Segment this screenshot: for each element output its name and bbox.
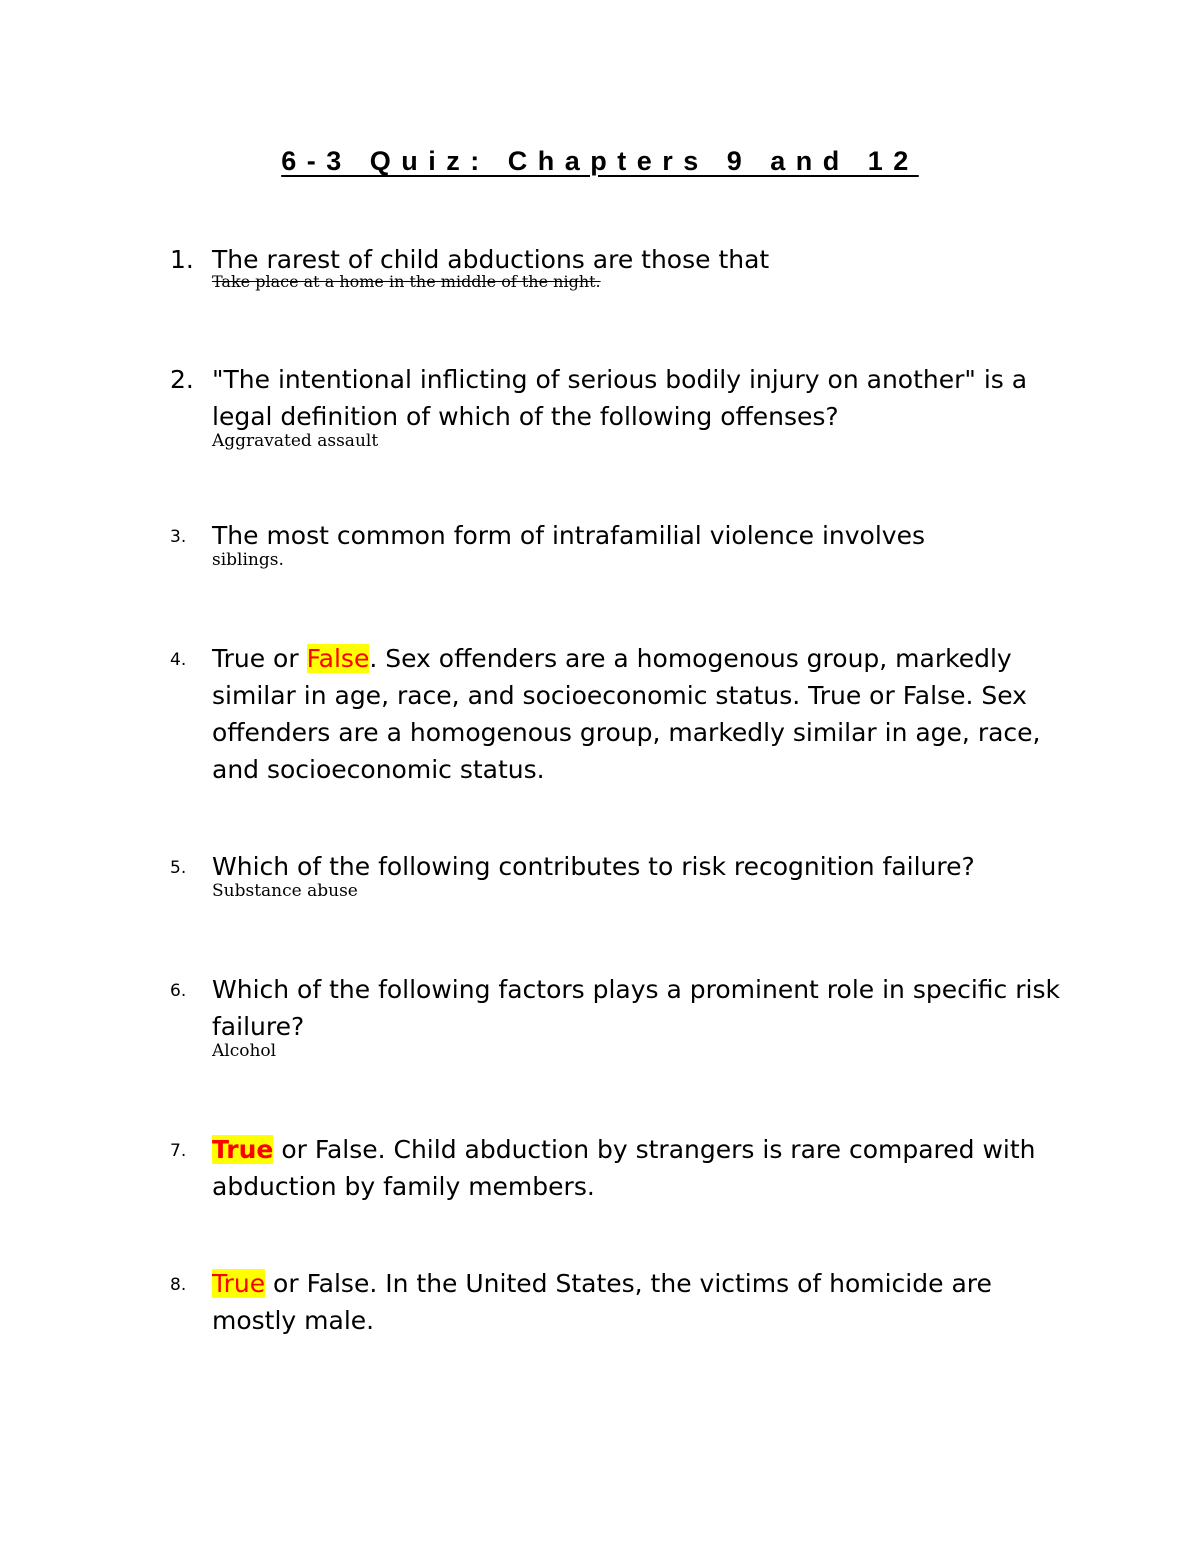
question-number: 4. <box>170 650 187 670</box>
question-4 <box>170 640 1070 788</box>
question-1 <box>170 241 1070 292</box>
question-answer: Aggravated assault <box>212 431 379 451</box>
question-3 <box>170 517 1070 571</box>
question-text-suffix: or False. Child abduction by strangers is rare compared with abduction by family members. <box>212 1135 1036 1201</box>
question-text-suffix: or False. In the United States, the victims of homicide are mostly male. <box>212 1269 992 1335</box>
question-text: "The intentional inflicting of serious bodily injury on another" is a legal definition of which of the following offenses? <box>212 365 1028 431</box>
question-answer: Alcohol <box>212 1041 277 1061</box>
question-number: 5. <box>170 858 187 878</box>
question-number: 6. <box>170 981 187 1001</box>
question-number: 7. <box>170 1141 187 1161</box>
question-text <box>212 640 1070 788</box>
question-text-prefix: True or <box>212 644 307 673</box>
question-8 <box>170 1265 1070 1339</box>
question-answer: Take place at a home in the middle of the night. <box>212 272 601 291</box>
question-text: Which of the following factors plays a prominent role in specific risk failure? <box>212 975 1060 1041</box>
question-number: 2. <box>170 365 194 394</box>
question-text: Which of the following contributes to risk recognition failure? <box>212 852 975 881</box>
question-text: The most common form of intrafamilial violence involves <box>212 521 926 550</box>
question-text: The rarest of child abductions are those that <box>212 245 770 274</box>
highlighted-answer: True <box>212 1135 274 1164</box>
question-text <box>212 1131 1070 1205</box>
page-title: 6-3 Quiz: Chapters 9 and 12 <box>281 146 919 176</box>
question-text <box>212 1265 1070 1339</box>
question-5 <box>170 848 1070 902</box>
question-number: 8. <box>170 1275 187 1295</box>
highlighted-answer: True <box>212 1269 266 1298</box>
question-number: 3. <box>170 527 187 547</box>
highlighted-answer: False <box>306 644 370 673</box>
question-7 <box>170 1131 1070 1205</box>
question-answer: Substance abuse <box>212 881 358 901</box>
question-text-suffix: . Sex offenders are a homogenous group, markedly similar in age, race, and socioeconomic status. True or False. Sex offenders are a homogenous group, markedly similar in age, race, and socioeconomic status. <box>212 644 1041 784</box>
question-answer: siblings. <box>212 550 284 570</box>
question-2 <box>170 361 1070 452</box>
question-number: 1. <box>170 245 194 274</box>
question-6 <box>170 971 1070 1062</box>
